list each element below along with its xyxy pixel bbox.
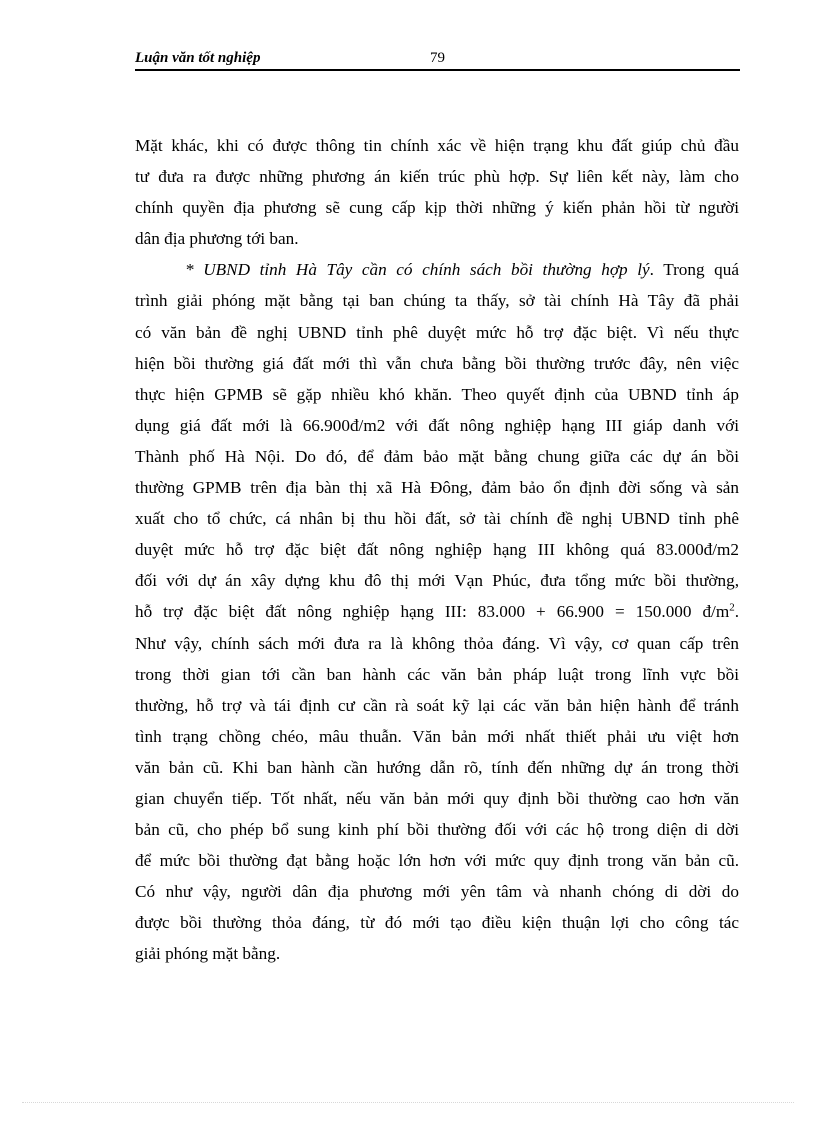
body-text	[135, 130, 739, 970]
formula-superscript: 2	[729, 601, 735, 614]
paragraph2-line: thường, hỗ trợ và tái định cư cần rà soát kỹ lại các văn bản hiện hành để tránh	[135, 695, 739, 715]
formula-end: .	[734, 602, 739, 622]
page-header	[135, 48, 740, 70]
formula-line	[135, 596, 739, 627]
paragraph2-line: gian chuyển tiếp. Tốt nhất, nếu văn bản mới quy định bồi thường cao hơn văn	[135, 788, 739, 808]
paragraph2-line: xuất cho tổ chức, cá nhân bị thu hồi đất, sở tài chính đề nghị UBND tỉnh phê	[135, 509, 739, 529]
paragraph2-line: Như vậy, chính sách mới đưa ra là không thỏa đáng. Vì vậy, cơ quan cấp trên	[135, 633, 739, 653]
paragraph2-line: duyệt mức hỗ trợ đặc biệt đất nông nghiệp hạng III không quá 83.000đ/m2	[135, 540, 739, 560]
paragraph2-line: văn bản cũ. Khi ban hành cần hướng dẫn rõ, tính đến những dự án trong thời	[135, 757, 739, 777]
formula-text: hỗ trợ đặc biệt đất nông nghiệp hạng III: 83.000 + 66.900 = 150.000 đ/m	[135, 602, 730, 622]
paragraph2-line: trong thời gian tới cần ban hành các văn bản pháp luật trong lĩnh vực bồi	[135, 664, 739, 684]
lead-rest: . Trong quá	[649, 260, 740, 280]
lead-italic: * UBND tỉnh Hà Tây cần có chính sách bồi thường hợp lý	[185, 260, 650, 280]
paragraph1-line: tư đưa ra được những phương án kiến trúc phù hợp. Sự liên kết này, làm cho	[135, 167, 739, 187]
paragraph2-line: dụng giá đất mới là 66.900đ/m2 với đất nông nghiệp hạng III giáp danh với	[135, 415, 739, 435]
paragraph2-line: tình trạng chồng chéo, mâu thuẫn. Văn bản mới nhất thiết phải ưu việt hơn	[135, 726, 739, 746]
paragraph2-line: có văn bản đề nghị UBND tỉnh phê duyệt mức hỗ trợ đặc biệt. Vì nếu thực	[135, 322, 739, 342]
header-title: Luận văn tốt nghiệp	[135, 50, 261, 66]
paragraph2-line: đối với dự án xây dựng khu đô thị mới Vạn Phúc, đưa tổng mức bồi thường,	[135, 571, 739, 591]
page-number: 79	[430, 50, 445, 66]
paragraph2-line: để mức bồi thường đạt bằng hoặc lớn hơn với mức quy định trong văn bản cũ.	[135, 851, 739, 871]
paragraph1-line: Mặt khác, khi có được thông tin chính xác về hiện trạng khu đất giúp chủ đầu	[135, 136, 739, 155]
paragraph2-line: Thành phố Hà Nội. Do đó, để đảm bảo mặt bằng chung giữa các dự án bồi	[135, 446, 739, 466]
paragraph1-line: dân địa phương tới ban.	[135, 229, 299, 249]
paragraph2-line: bản cũ, cho phép bổ sung kinh phí bồi thường đối với các hộ trong diện di dời	[135, 820, 739, 840]
paragraph2-lead-line	[135, 254, 739, 285]
footer-dotted-rule	[22, 1102, 794, 1103]
paragraph2-line: thường GPMB trên địa bàn thị xã Hà Đông, đảm bảo ổn định đời sống và sản	[135, 478, 739, 498]
paragraph1-line: chính quyền địa phương sẽ cung cấp kịp thời những ý kiến phản hồi từ người	[135, 198, 739, 218]
header-rule	[135, 69, 740, 71]
paragraph2-line: Có như vậy, người dân địa phương mới yên tâm và nhanh chóng di dời do	[135, 882, 739, 902]
paragraph2-line: thực hiện GPMB sẽ gặp nhiều khó khăn. Theo quyết định của UBND tỉnh áp	[135, 384, 739, 404]
paragraph2-line: hiện bồi thường giá đất mới thì vẫn chưa bằng bồi thường trước đây, nên việc	[135, 353, 739, 373]
paragraph2-line: được bồi thường thỏa đáng, từ đó mới tạo điều kiện thuận lợi cho công tác	[135, 913, 739, 933]
paragraph2-line: giải phóng mặt bằng.	[135, 944, 281, 964]
paragraph2-line: trình giải phóng mặt bằng tại ban chúng ta thấy, sở tài chính Hà Tây đã phải	[135, 291, 739, 311]
